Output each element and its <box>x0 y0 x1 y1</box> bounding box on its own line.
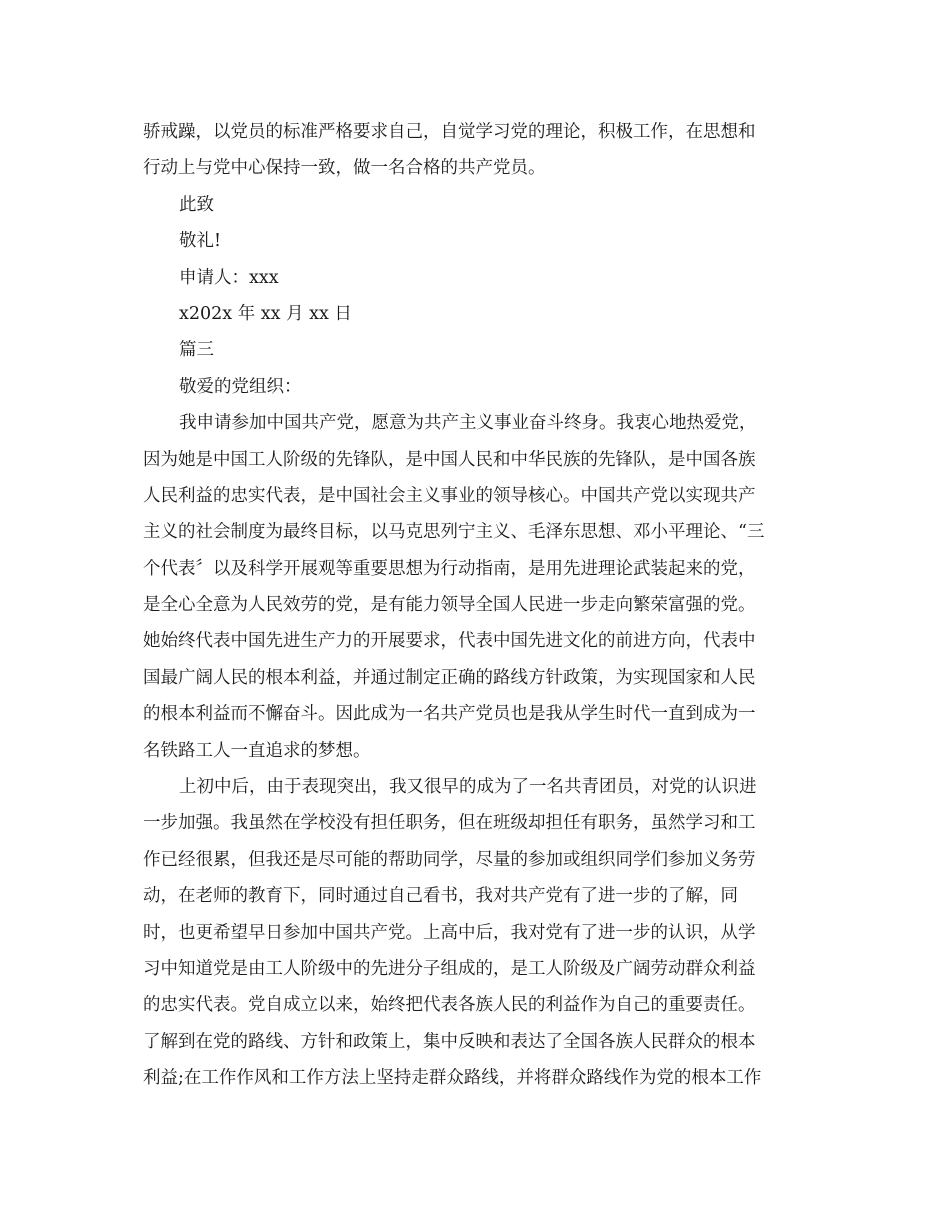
text-line: 申请人：xxx <box>179 267 279 288</box>
text-line: 是全心全意为人民效劳的党，是有能力领导全国人民进一步走向繁荣富强的党。 <box>143 595 756 616</box>
text-line: x202x 年 xx 月 xx 日 <box>179 303 352 324</box>
text-line: 利益;在工作作风和工作方法上坚持走群众路线，并将群众路线作为党的根本工作 <box>143 1068 762 1089</box>
text-line: 的根本利益而不懈奋斗。因此成为一名共产党员也是我从学生时代一直到成为一 <box>143 704 756 725</box>
text-line: 的忠实代表。党自成立以来，始终把代表各族人民的利益作为自己的重要责任。 <box>143 995 756 1016</box>
text-line: 行动上与党中心保持一致，做一名合格的共产党员。 <box>143 158 546 179</box>
text-line: 动，在老师的教育下，同时通过自己看书，我对共产党有了进一步的了解，同 <box>143 886 738 907</box>
text-line: 了解到在党的路线、方针和政策上，集中反映和表达了全国各族人民群众的根本 <box>143 1031 756 1052</box>
text-line: 人民利益的忠实代表，是中国社会主义事业的领导核心。中国共产党以实现共产 <box>143 485 756 506</box>
text-line: 国最广阔人民的根本利益，并通过制定正确的路线方针政策，为实现国家和人民 <box>143 667 756 688</box>
text-line: 上初中后，由于表现突出，我又很早的成为了一名共青团员，对党的认识进 <box>179 777 757 798</box>
text-line: 作已经很累，但我还是尽可能的帮助同学，尽量的参加或组织同学们参加义务劳 <box>143 849 756 870</box>
text-line: 习中知道党是由工人阶级中的先进分子组成的，是工人阶级及广阔劳动群众利益 <box>143 958 756 979</box>
text-line: 敬礼! <box>179 231 222 252</box>
text-line: 名铁路工人一直追求的梦想。 <box>143 740 371 761</box>
document-body <box>143 114 803 1097</box>
text-line: 个代表〞以及科学开展观等重要思想为行动指南，是用先进理论武装起来的党， <box>143 558 756 579</box>
text-line: 她始终代表中国先进生产力的开展要求，代表中国先进文化的前进方向，代表中 <box>143 631 756 652</box>
text-line: 时，也更希望早日参加中国共产党。上高中后，我对党有了进一步的认识，从学 <box>143 922 756 943</box>
text-line: 主义的社会制度为最终目标，以马克思列宁主义、毛泽东思想、邓小平理论、“三 <box>143 522 765 543</box>
text-line: 骄戒躁，以党员的标准严格要求自己，自觉学习党的理论，积极工作，在思想和 <box>143 122 756 142</box>
text-line: 敬爱的党组织： <box>179 376 302 397</box>
text-line: 一步加强。我虽然在学校没有担任职务，但在班级却担任有职务，虽然学习和工 <box>143 813 756 834</box>
text-line: 此致 <box>179 194 214 215</box>
text-line: 我申请参加中国共产党，愿意为共产主义事业奋斗终身。我衷心地热爱党， <box>179 413 757 434</box>
text-line: 篇三 <box>179 340 214 361</box>
text-line: 因为她是中国工人阶级的先锋队，是中国人民和中华民族的先锋队，是中国各族 <box>143 449 756 470</box>
